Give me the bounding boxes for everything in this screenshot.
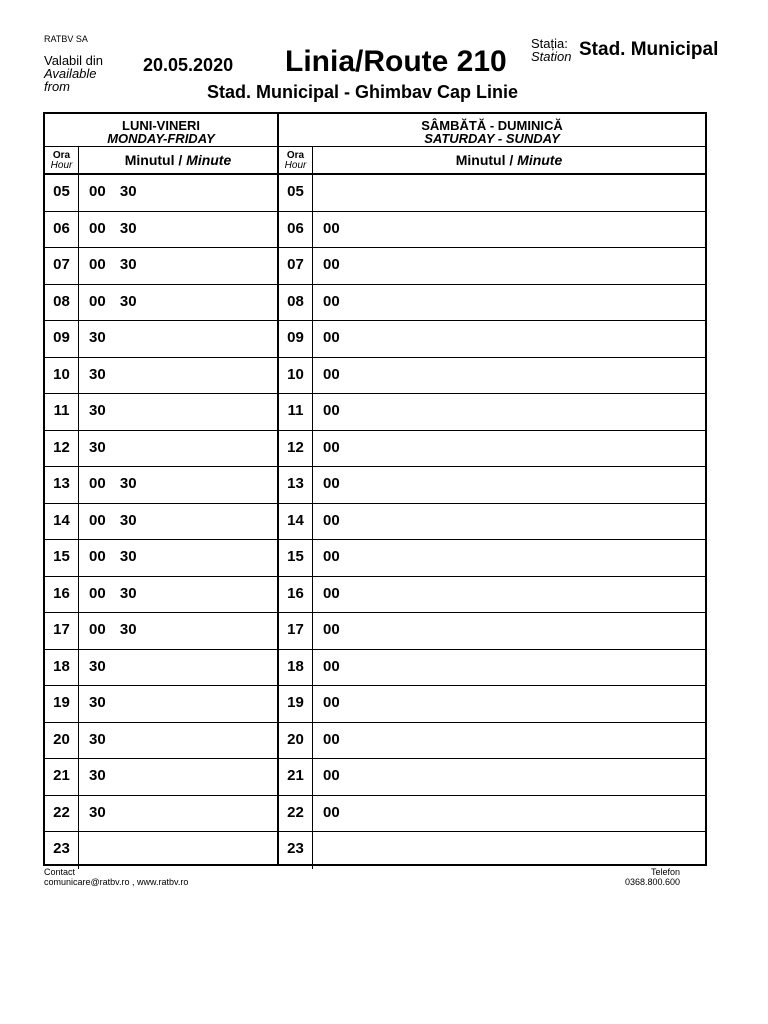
minutes-cell: 00 30 [89, 548, 137, 565]
hour-column-header [45, 147, 79, 173]
hour-cell: 16 [45, 577, 79, 613]
weekend-title-en: SATURDAY - SUNDAY [424, 131, 560, 146]
minutes-cell: 00 [323, 694, 340, 711]
hour-cell: 22 [45, 796, 79, 832]
minute-header-en: Minute [517, 152, 563, 168]
timetable [43, 112, 707, 866]
minutes-cell: 00 30 [89, 292, 137, 310]
minutes-cell: 00 [323, 292, 340, 310]
table-row [279, 248, 705, 285]
hour-cell: 10 [45, 358, 79, 394]
weekend-column-header [279, 147, 705, 175]
hour-cell: 13 [45, 467, 79, 503]
hour-cell: 09 [279, 321, 313, 357]
minutes-cell: 30 [89, 438, 106, 456]
weekday-title-en: MONDAY-FRIDAY [107, 131, 215, 146]
hour-cell: 06 [279, 212, 313, 248]
hour-cell: 21 [45, 759, 79, 795]
hour-cell: 08 [45, 285, 79, 321]
table-row [279, 686, 705, 723]
table-row [279, 504, 705, 541]
table-row [45, 467, 277, 504]
minutes-cell: 00 [323, 475, 340, 492]
table-row [279, 285, 705, 322]
minute-header-ro: Minutul / [124, 152, 187, 168]
hour-cell: 19 [279, 686, 313, 722]
minutes-cell: 00 [323, 621, 340, 638]
hour-cell: 12 [279, 431, 313, 467]
table-row [45, 358, 277, 395]
hour-cell: 16 [279, 577, 313, 613]
minutes-cell: 00 [323, 584, 340, 602]
hour-cell: 11 [45, 394, 79, 430]
minutes-cell: 00 30 [89, 183, 137, 200]
contact-label: Contact [44, 867, 76, 877]
hour-cell: 15 [279, 540, 313, 576]
hour-cell: 12 [45, 431, 79, 467]
hour-cell: 18 [45, 650, 79, 686]
company-name: RATBV SA [44, 34, 88, 44]
hour-cell: 21 [279, 759, 313, 795]
weekday-header [45, 114, 277, 147]
minutes-cell: 30 [89, 402, 106, 419]
minutes-cell: 00 [323, 329, 340, 346]
table-row [279, 467, 705, 504]
table-row [45, 723, 277, 760]
hour-cell: 15 [45, 540, 79, 576]
table-row [45, 321, 277, 358]
hour-cell: 05 [279, 175, 313, 211]
hour-cell: 14 [279, 504, 313, 540]
minutes-cell: 00 [323, 438, 340, 456]
weekend-rows [279, 175, 705, 864]
minutes-cell: 00 [323, 365, 340, 383]
table-row [279, 723, 705, 760]
route-description: Stad. Municipal - Ghimbav Cap Linie [207, 82, 519, 102]
table-row [279, 613, 705, 650]
minutes-cell: 30 [89, 730, 106, 748]
minutes-cell: 30 [89, 767, 106, 784]
hour-cell: 14 [45, 504, 79, 540]
hour-cell: 07 [45, 248, 79, 284]
table-row [45, 504, 277, 541]
table-row [45, 832, 277, 869]
table-row [279, 796, 705, 833]
minute-column-header [313, 147, 705, 173]
hour-cell: 18 [279, 650, 313, 686]
minutes-cell: 00 [323, 657, 340, 675]
minutes-cell: 30 [89, 657, 106, 675]
table-row [279, 540, 705, 577]
table-row [279, 321, 705, 358]
hour-header-ro: Ora [52, 150, 71, 161]
table-row [279, 832, 705, 869]
minutes-cell: 00 [323, 511, 340, 529]
minutes-cell: 00 [323, 256, 340, 273]
minutes-cell: 00 [323, 402, 340, 419]
table-row [279, 394, 705, 431]
hour-cell: 11 [279, 394, 313, 430]
table-row [45, 175, 277, 212]
weekday-panel [45, 114, 277, 864]
minutes-cell: 00 30 [89, 511, 137, 529]
hour-cell: 23 [279, 832, 313, 869]
table-row [45, 431, 277, 468]
minutes-cell: 00 [323, 219, 340, 237]
table-row [279, 175, 705, 212]
table-row [45, 248, 277, 285]
hour-header-en: Hour [284, 160, 307, 171]
minutes-cell: 00 [323, 548, 340, 565]
hour-cell: 22 [279, 796, 313, 832]
valid-from-label-en-1: Available [44, 66, 97, 81]
hour-header-en: Hour [50, 160, 73, 171]
table-row [45, 759, 277, 796]
table-row [45, 212, 277, 249]
minutes-cell: 30 [89, 365, 106, 383]
minute-header-en: Minute [186, 152, 232, 168]
station-label [531, 37, 571, 63]
hour-cell: 13 [279, 467, 313, 503]
table-row [279, 577, 705, 614]
hour-cell: 17 [279, 613, 313, 649]
weekday-rows [45, 175, 277, 864]
minutes-cell: 30 [89, 694, 106, 711]
hour-cell: 09 [45, 321, 79, 357]
table-row [279, 431, 705, 468]
table-row [279, 759, 705, 796]
minutes-cell: 00 [323, 803, 340, 821]
minutes-cell: 00 30 [89, 256, 137, 273]
hour-cell: 20 [45, 723, 79, 759]
table-row [45, 394, 277, 431]
minutes-cell: 00 30 [89, 621, 137, 638]
contact-value: comunicare@ratbv.ro , www.ratbv.ro [44, 877, 189, 887]
table-row [279, 650, 705, 687]
weekday-title-ro: LUNI-VINERI [122, 118, 200, 133]
hour-cell: 07 [279, 248, 313, 284]
minute-header-ro: Minutul / [455, 152, 518, 168]
station-label-ro: Stația: [531, 36, 568, 51]
route-title: Linia/Route 210 [285, 45, 507, 78]
hour-header-ro: Ora [286, 150, 305, 161]
phone-label: Telefon [651, 867, 681, 877]
table-row [45, 285, 277, 322]
table-row [45, 650, 277, 687]
minutes-cell: 00 [323, 767, 340, 784]
hour-cell: 19 [45, 686, 79, 722]
minute-column-header [79, 147, 277, 173]
minutes-cell: 00 30 [89, 219, 137, 237]
table-row [45, 686, 277, 723]
table-row [279, 212, 705, 249]
valid-from-label [44, 54, 103, 93]
table-row [279, 358, 705, 395]
minutes-cell: 00 30 [89, 584, 137, 602]
weekend-panel [279, 114, 705, 864]
table-row [45, 796, 277, 833]
weekday-column-header [45, 147, 277, 175]
hour-cell: 23 [45, 832, 79, 869]
hour-column-header [279, 147, 313, 173]
hour-cell: 06 [45, 212, 79, 248]
valid-from-label-ro: Valabil din [44, 53, 104, 68]
minutes-cell: 00 [323, 730, 340, 748]
hour-cell: 05 [45, 175, 79, 211]
table-row [45, 577, 277, 614]
table-row [45, 540, 277, 577]
valid-from-label-en-2: from [44, 79, 70, 94]
hour-cell: 08 [279, 285, 313, 321]
minutes-cell: 00 30 [89, 475, 137, 492]
table-row [45, 613, 277, 650]
phone-value: 0368.800.600 [625, 877, 681, 887]
station-name: Stad. Municipal [579, 39, 719, 60]
minutes-cell: 30 [89, 329, 106, 346]
hour-cell: 17 [45, 613, 79, 649]
weekend-header [279, 114, 705, 147]
station-label-en: Station [531, 49, 572, 64]
weekend-title-ro: SÂMBĂTĂ - DUMINICĂ [421, 118, 563, 133]
hour-cell: 20 [279, 723, 313, 759]
minutes-cell: 30 [89, 803, 106, 821]
valid-from-date: 20.05.2020 [143, 55, 234, 75]
hour-cell: 10 [279, 358, 313, 394]
